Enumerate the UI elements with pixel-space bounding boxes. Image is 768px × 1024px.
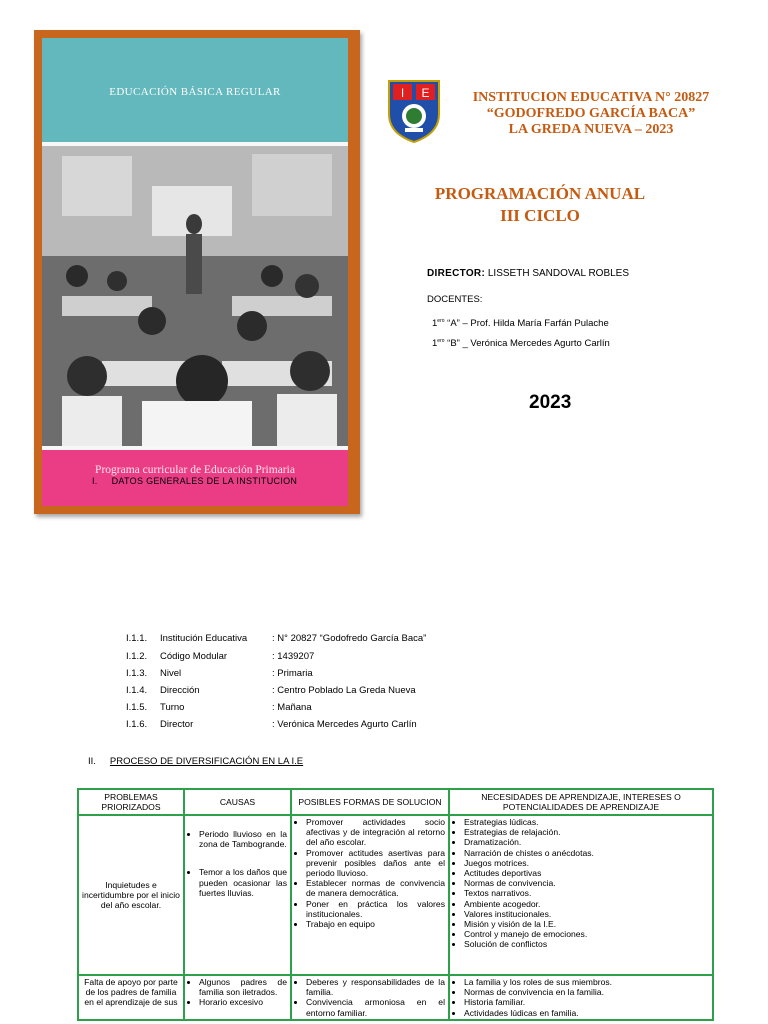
data-value: : 1439207 [272,651,315,662]
need-item: • Normas de convivencia. [464,878,709,888]
data-row [126,702,312,713]
section-1-heading [92,476,297,486]
solution-item: • Trabajo en equipo [306,919,445,929]
director-line [427,268,629,279]
cover-image [34,30,360,514]
data-code: I.1.5. [126,702,148,713]
solutions-cell [291,975,449,1020]
data-code: I.1.2. [126,651,148,662]
need-item: • Estrategias de relajación. [464,827,709,837]
need-item: • Normas de convivencia en la familia. [464,987,709,997]
year: 2023 [529,392,572,413]
need-item: • Dramatización. [464,837,709,847]
table-row [78,975,713,1020]
program-title [410,183,670,227]
data-row [126,685,416,696]
header-causes: CAUSAS [184,789,291,815]
data-label: Nivel [160,668,182,679]
data-code: I.1.1. [126,633,148,644]
teacher-line [432,318,609,329]
cover-panel [42,38,348,506]
need-item: • Textos narrativos. [464,888,709,898]
data-code: I.1.3. [126,668,148,679]
header-needs: NECESIDADES DE APRENDIZAJE, INTERESES O POTENCIALIDADES DE APRENDIZAJE [449,789,713,815]
need-item: • Control y manejo de emociones. [464,929,709,939]
director-label: DIRECTOR: [427,268,486,279]
school-line-2: “GODOFREDO GARCÍA BACA” [486,106,696,121]
need-item: • Actividades lúdicas en familia. [464,1008,709,1018]
data-value: : N° 20827 “Godofredo García Baca” [272,633,427,644]
section-1-numeral: I. [92,476,98,486]
need-item: • Juegos motrices. [464,858,709,868]
need-item: • Actitudes deportivas [464,868,709,878]
data-value: : Centro Poblado La Greda Nueva [272,685,416,696]
cover-top-label: EDUCACIÓN BÁSICA REGULAR [109,86,281,98]
table-header-row [78,789,713,815]
causes-cell [184,975,291,1020]
needs-cell [449,815,713,975]
section-2-title: PROCESO DE DIVERSIFICACIÓN EN LA I.E [109,756,304,767]
teacher-grade: 1 [432,318,438,330]
teacher-grade-suffix: ero [437,318,445,324]
logo-left-letter: I [400,86,405,100]
diversification-table [77,788,714,1021]
teacher-text: “B” _ Verónica Mercedes Agurto Carlín [447,338,610,350]
header-solutions: POSIBLES FORMAS DE SOLUCION [291,789,449,815]
teacher-line [432,338,610,349]
school-name [446,90,736,138]
school-line-1: INSTITUCION EDUCATIVA N° 20827 [472,90,710,105]
need-item: • Ambiente acogedor. [464,899,709,909]
need-item: • Valores institucionales. [464,909,709,919]
problem-cell: Falta de apoyo por parte de los padres de familia en el aprendizaje de sus [78,975,184,1020]
section-2-heading [88,756,303,767]
data-code: I.1.6. [126,719,148,730]
solution-item: • Deberes y responsabilidades de la familia. [306,977,445,997]
data-label: Dirección [160,685,200,696]
need-item: • Solución de conflictos [464,939,709,949]
cover-bottom-label: Programa curricular de Educación Primaria [95,464,295,476]
cause-item: • Temor a los daños que pueden ocasionar las fuertes lluvias. [199,867,287,898]
solution-item: • Poner en práctica los valores institucionales. [306,899,445,919]
solution-item: • Convivencia armoniosa en el entorno familiar. [306,997,445,1017]
solution-item: • Promover actitudes asertivas para prevenir posibles daños ante el periodo lluvioso. [306,848,445,879]
need-item: • Historia familiar. [464,997,709,1007]
solution-item: • Promover actividades socio afectivas y de integración al retorno del año escolar. [306,817,445,848]
data-label: Institución Educativa [160,633,248,644]
cause-item: • Algunos padres de familia son iletrados. [199,977,287,997]
section-2-numeral: II. [88,756,96,767]
teacher-text: “A” – Prof. Hilda María Farfán Pulache [447,318,609,330]
cover-top-band [42,38,348,142]
problem-cell: Inquietudes e incertidumbre por el inicio del año escolar. [78,815,184,975]
data-row [126,633,426,644]
teacher-grade-suffix: ero [437,338,445,344]
causes-cell [184,815,291,975]
data-value: : Primaria [272,668,313,679]
data-label: Turno [160,702,185,713]
solution-item: • Establecer normas de convivencia de manera democrática. [306,878,445,898]
docentes-label: DOCENTES: [427,294,483,305]
solutions-cell [291,815,449,975]
classroom-photo [42,146,348,446]
teacher-grade: 1 [432,338,438,350]
section-1-title: DATOS GENERALES DE LA INSTITUCION [111,476,298,486]
data-row [126,668,313,679]
data-value: : Mañana [272,702,312,713]
school-crest-logo [386,78,442,144]
data-value: : Verónica Mercedes Agurto Carlín [272,719,417,730]
header-problems: PROBLEMAS PRIORIZADOS [78,789,184,815]
data-row [126,719,417,730]
data-label: Código Modular [160,651,228,662]
program-line-1: PROGRAMACIÓN ANUAL [434,184,646,203]
school-line-3: LA GREDA NUEVA – 2023 [508,122,674,137]
table-row [78,815,713,975]
data-label: Director [160,719,194,730]
data-code: I.1.4. [126,685,148,696]
need-item: • Narración de chistes o anécdotas. [464,848,709,858]
need-item: • Misión y visión de la I.E. [464,919,709,929]
need-item: • Estrategias lúdicas. [464,817,709,827]
director-name: LISSETH SANDOVAL ROBLES [487,268,630,279]
logo-right-letter: E [421,86,430,100]
cause-item: • Periodo lluvioso en la zona de Tambogrande. [199,829,287,849]
program-line-2: III CICLO [500,206,580,225]
need-item: • La familia y los roles de sus miembros. [464,977,709,987]
data-row [126,651,314,662]
cause-item: • Horario excesivo [199,997,287,1007]
needs-cell [449,975,713,1020]
